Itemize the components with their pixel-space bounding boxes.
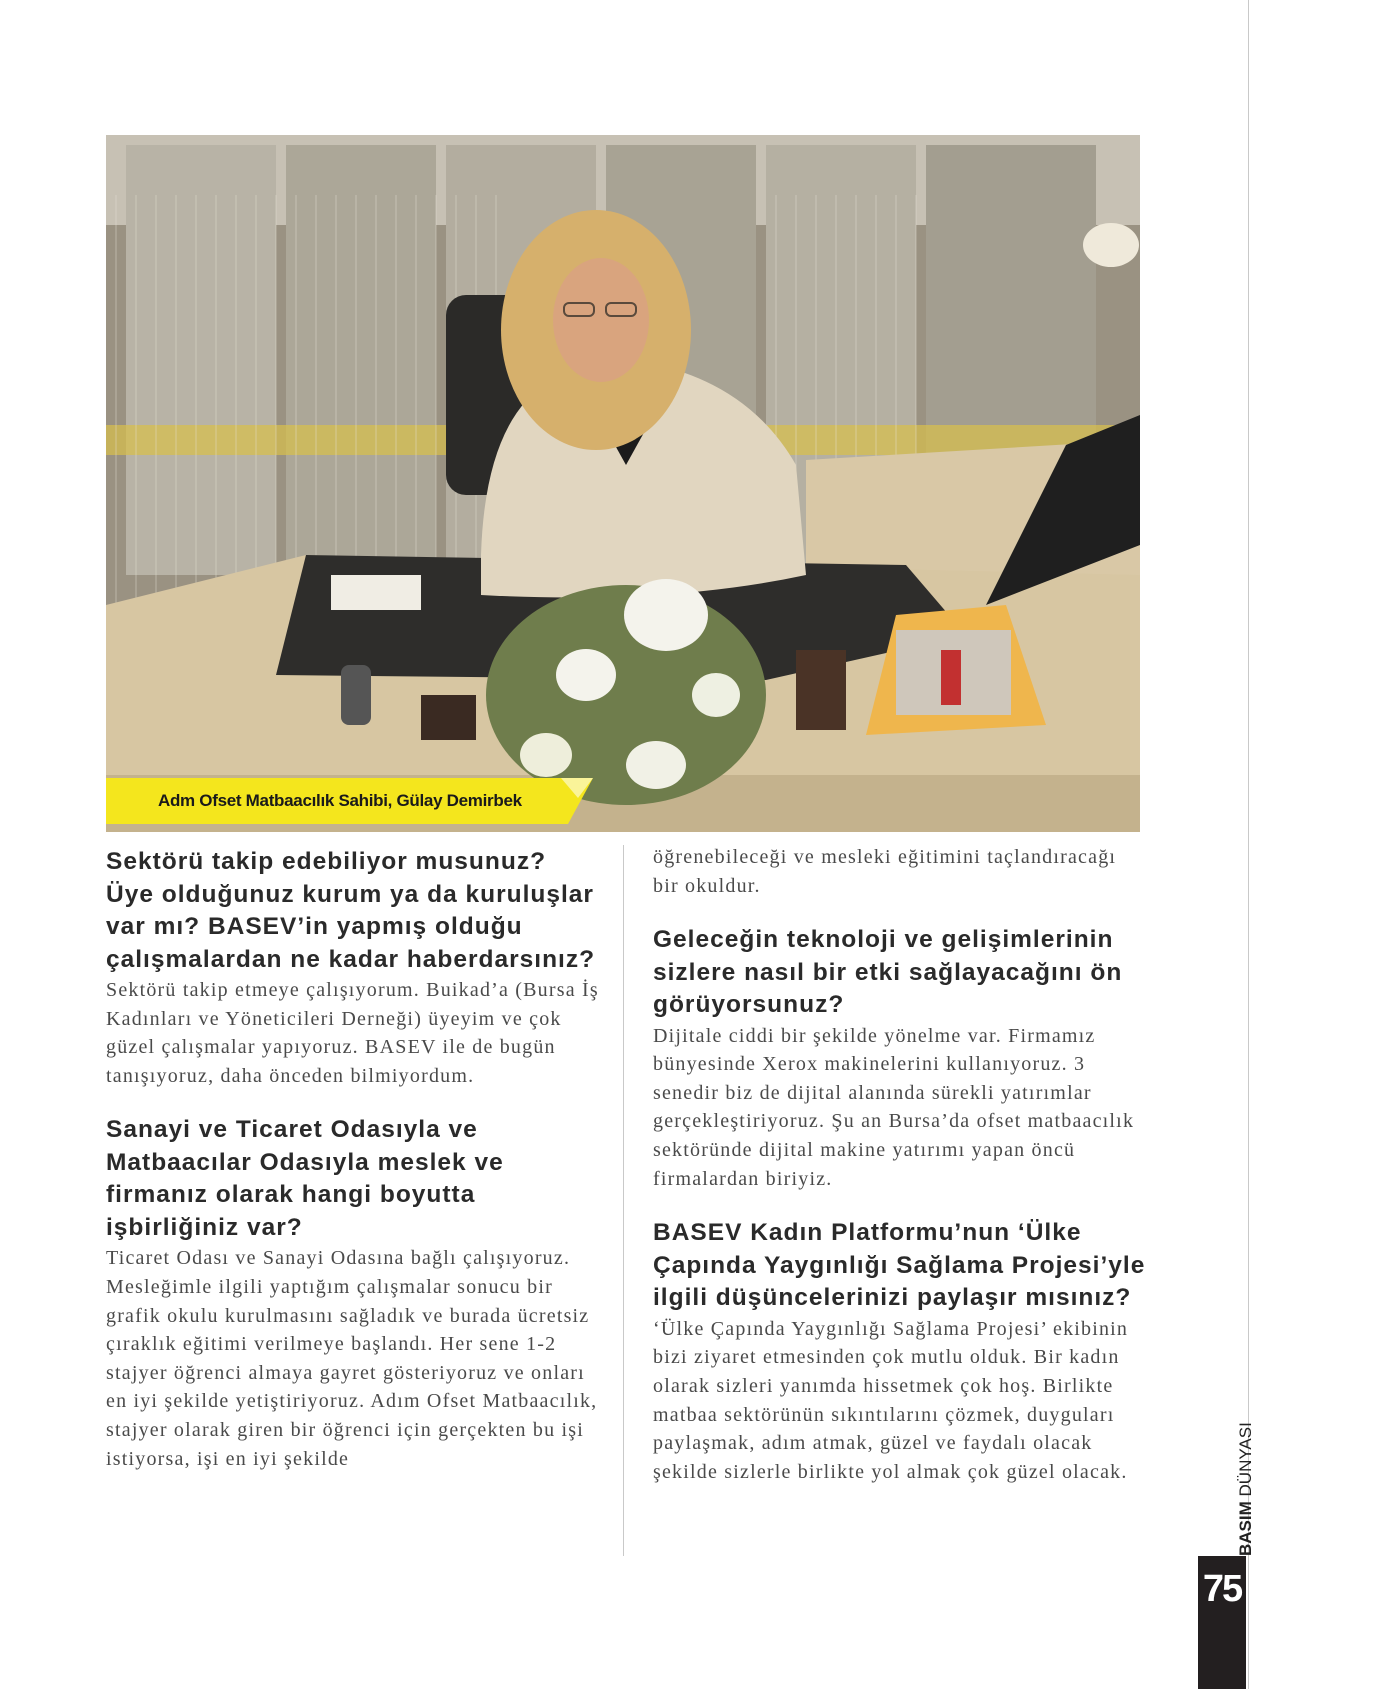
question-1: Sektörü takip edebiliyor musunuz? Üye olduğunuz kurum ya da kuruluşlar var mı? BASEV’in yapmış olduğu çalışmalardan ne kadar haberdarsınız? xyxy=(106,848,596,973)
column-divider xyxy=(623,845,624,1556)
magazine-name-bold: BASIM xyxy=(1236,1501,1255,1556)
question-2: Sanayi ve Ticaret Odasıyla ve Matbaacılar Odasıyla meslek ve firmanız olarak hangi boyutta işbirliğiniz var? xyxy=(106,1116,504,1241)
answer-3: Dijitale ciddi bir şekilde yönelme var. Firmamız bünyesinde Xerox makinelerini kullanıyoruz. 3 senedir biz de dijital alanında sürekli yatırımlar gerçekleştiriyoruz. Şu an Bursa’da ofset matbaacılık sektöründe dijital makine yatırımı yapan öncü firmalardan biriyiz. xyxy=(653,1024,1135,1190)
question-4: BASEV Kadın Platformu’nun ‘Ülke Çapında Yaygınlığı Sağlama Projesi’yle ilgili düşüncelerinizi paylaşır mısınız? xyxy=(653,1219,1146,1312)
answer-2: Ticaret Odası ve Sanayi Odasına bağlı çalışıyoruz. Mesleğimle ilgili yaptığım çalışmalar sonucu bir grafik okulu kurulmasını sağladık ve burada ücretsiz çıraklık eğitimi verilmeye başlandı. Her sene 1-2 stajyer öğrenci almaya gayret gösteriyoruz ve onları en iyi şekilde yetiştiriyoruz. Adım Ofset Matbaacılık, stajyer olarak giren bir öğrenci için gerçekten bu işi istiyorsa, işi en iyi şekilde xyxy=(106,1247,598,1470)
right-column xyxy=(653,843,1148,1486)
caption-text: Adm Ofset Matbaacılık Sahibi, Gülay Demirbek xyxy=(158,791,522,810)
answer-1: Sektörü takip etmeye çalışıyorum. Buikad’a (Bursa İş Kadınları ve Yöneticileri Derneği) üyeyim ve çok güzel çalışmalar yapıyoruz. BASEV ile de bugün tanışıyoruz, daha önceden bilmiyordum. xyxy=(106,979,599,1087)
question-3: Geleceğin teknoloji ve gelişimlerinin sizlere nasıl bir etki sağlayacağını ön görüyorsunuz? xyxy=(653,926,1123,1019)
magazine-name-light: DÜNYASI xyxy=(1236,1422,1255,1497)
page-number-box xyxy=(1198,1556,1246,1689)
photo-caption xyxy=(106,778,593,824)
office-photo xyxy=(106,135,1140,832)
answer-4: ‘Ülke Çapında Yaygınlığı Sağlama Projesi’ ekibinin bizi ziyaret etmesinden çok mutlu olduk. Bir kadın olarak sizleri yanımda hissetmek çok hoş. Birlikte matbaa sektörünün sıkıntılarını çözmek, duyguları paylaşmak, adım atmak, güzel ve faydalı olacak şekilde sizlerle birlikte yol almak çok güzel olacak. xyxy=(653,1317,1129,1483)
left-column xyxy=(106,846,601,1473)
page-number: 75 xyxy=(1202,1568,1242,1610)
answer-2-continued: öğrenebileceği ve mesleki eğitimini taçlandıracağı bir okuldur. xyxy=(653,846,1117,897)
